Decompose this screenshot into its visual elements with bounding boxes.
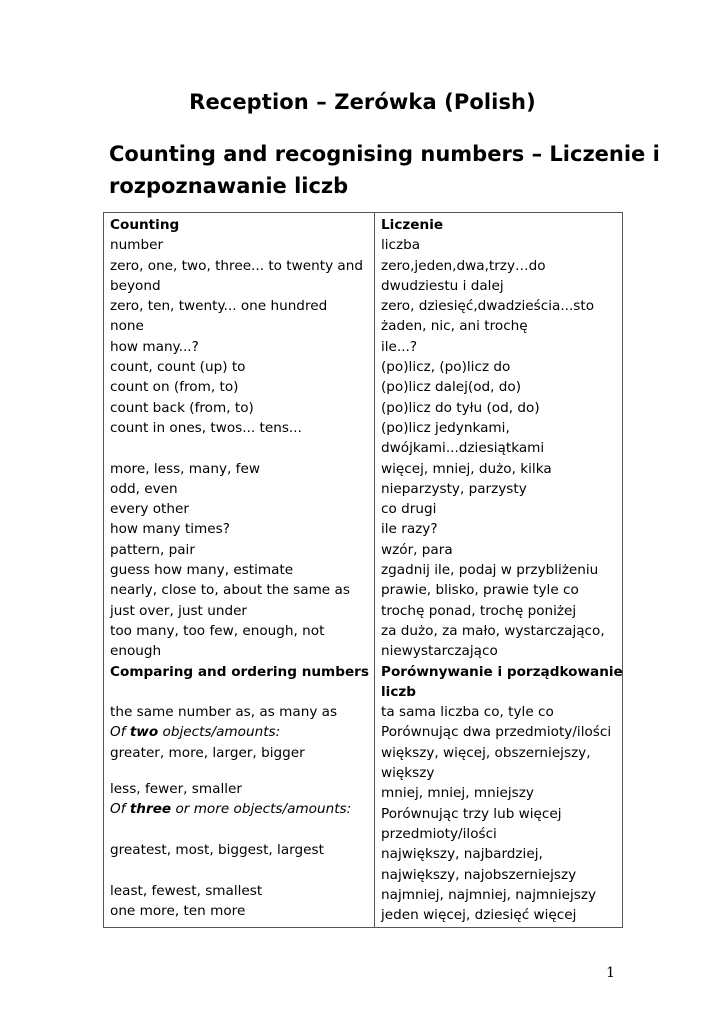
list-item: just over, just under bbox=[110, 602, 248, 619]
subtitle-line: Counting and recognising numbers – Liczenie i bbox=[109, 142, 660, 166]
list-item: less, fewer, smaller bbox=[110, 781, 242, 798]
document-title: Reception – Zerówka (Polish) bbox=[189, 90, 536, 114]
list-item: trochę ponad, trochę poniżej bbox=[381, 602, 577, 619]
list-item: zero,jeden,dwa,trzy…do bbox=[381, 257, 546, 274]
column-heading: Counting bbox=[110, 217, 180, 233]
list-item: none bbox=[110, 318, 144, 335]
list-item: how many times? bbox=[110, 521, 230, 538]
list-item: Porównując trzy lub więcej bbox=[381, 805, 562, 822]
list-item: niewystarczająco bbox=[381, 643, 498, 660]
list-item: too many, too few, enough, not bbox=[110, 622, 325, 639]
list-item: Of three or more objects/amounts: bbox=[110, 801, 352, 818]
column-subheading: liczb bbox=[381, 683, 417, 700]
list-item: greater, more, larger, bigger bbox=[110, 744, 305, 761]
list-item: every other bbox=[110, 501, 189, 518]
column-heading: Liczenie bbox=[381, 217, 444, 233]
table-row bbox=[104, 213, 623, 928]
vocabulary-table bbox=[103, 212, 623, 928]
list-item: one more, ten more bbox=[110, 902, 246, 919]
list-item: mniej, mniej, mniejszy bbox=[381, 785, 534, 802]
list-item: największy, najobszerniejszy bbox=[381, 866, 577, 883]
list-item: żaden, nic, ani trochę bbox=[381, 318, 528, 335]
list-item: (po)licz jedynkami, bbox=[381, 419, 510, 436]
list-item: Porównując dwa przedmioty/ilości bbox=[381, 724, 612, 741]
list-item: count on (from, to) bbox=[110, 379, 239, 396]
list-item: liczba bbox=[381, 237, 421, 254]
list-item: prawie, blisko, prawie tyle co bbox=[381, 582, 579, 599]
list-item: więcej, mniej, dużo, kilka bbox=[381, 460, 552, 477]
column-subheading: Comparing and ordering numbers bbox=[110, 663, 369, 680]
list-item: the same number as, as many as bbox=[110, 704, 338, 721]
spacer bbox=[110, 820, 369, 840]
column-subheading: Porównywanie i porządkowanie bbox=[381, 663, 623, 680]
list-item: (po)licz dalej(od, do) bbox=[381, 379, 522, 396]
spacer bbox=[110, 763, 369, 779]
list-item: count, count (up) to bbox=[110, 359, 246, 376]
spacer bbox=[110, 438, 369, 458]
list-item: (po)licz do tyłu (od, do) bbox=[381, 399, 540, 416]
list-item: największy, najbardziej, bbox=[381, 846, 543, 863]
list-item: dwójkami...dziesiątkami bbox=[381, 440, 545, 457]
list-item: greatest, most, biggest, largest bbox=[110, 841, 324, 858]
list-item: more, less, many, few bbox=[110, 460, 260, 477]
list-item: zero, ten, twenty... one hundred bbox=[110, 298, 328, 315]
list-item: number bbox=[110, 237, 164, 254]
list-item: ile razy? bbox=[381, 521, 438, 538]
list-item: przedmioty/ilości bbox=[381, 825, 497, 842]
list-item: ile...? bbox=[381, 338, 418, 355]
list-item: jeden więcej, dziesięć więcej bbox=[381, 907, 577, 924]
list-item: zero, one, two, three... to twenty and bbox=[110, 257, 364, 274]
spacer bbox=[110, 860, 369, 880]
list-item: enough bbox=[110, 643, 162, 660]
spacer bbox=[110, 682, 369, 702]
list-item: większy bbox=[381, 765, 435, 782]
subtitle-line: rozpoznawanie liczb bbox=[109, 174, 349, 198]
list-item: nearly, close to, about the same as bbox=[110, 582, 350, 599]
list-item: ta sama liczba co, tyle co bbox=[381, 704, 554, 721]
list-item: count back (from, to) bbox=[110, 399, 254, 416]
list-item: beyond bbox=[110, 277, 161, 294]
list-item: nieparzysty, parzysty bbox=[381, 480, 527, 497]
english-column bbox=[104, 213, 375, 928]
list-item: guess how many, estimate bbox=[110, 562, 294, 579]
list-item: count in ones, twos... tens... bbox=[110, 419, 302, 436]
list-item: pattern, pair bbox=[110, 541, 195, 558]
list-item: (po)licz, (po)licz do bbox=[381, 359, 511, 376]
page-number: 1 bbox=[606, 965, 615, 981]
list-item: least, fewest, smallest bbox=[110, 882, 263, 899]
polish-column bbox=[375, 213, 623, 928]
list-item: za dużo, za mało, wystarczająco, bbox=[381, 622, 605, 639]
list-item: Of two objects/amounts: bbox=[110, 724, 281, 741]
list-item: wzór, para bbox=[381, 541, 453, 558]
list-item: odd, even bbox=[110, 480, 178, 497]
list-item: większy, więcej, obszerniejszy, bbox=[381, 744, 591, 761]
section-subtitle bbox=[109, 138, 660, 202]
list-item: how many...? bbox=[110, 338, 199, 355]
list-item: co drugi bbox=[381, 501, 437, 518]
list-item: dwudziestu i dalej bbox=[381, 277, 504, 294]
list-item: najmniej, najmniej, najmniejszy bbox=[381, 886, 597, 903]
list-item: zero, dziesięć,dwadzieścia...sto bbox=[381, 298, 595, 315]
list-item: zgadnij ile, podaj w przybliżeniu bbox=[381, 562, 599, 579]
